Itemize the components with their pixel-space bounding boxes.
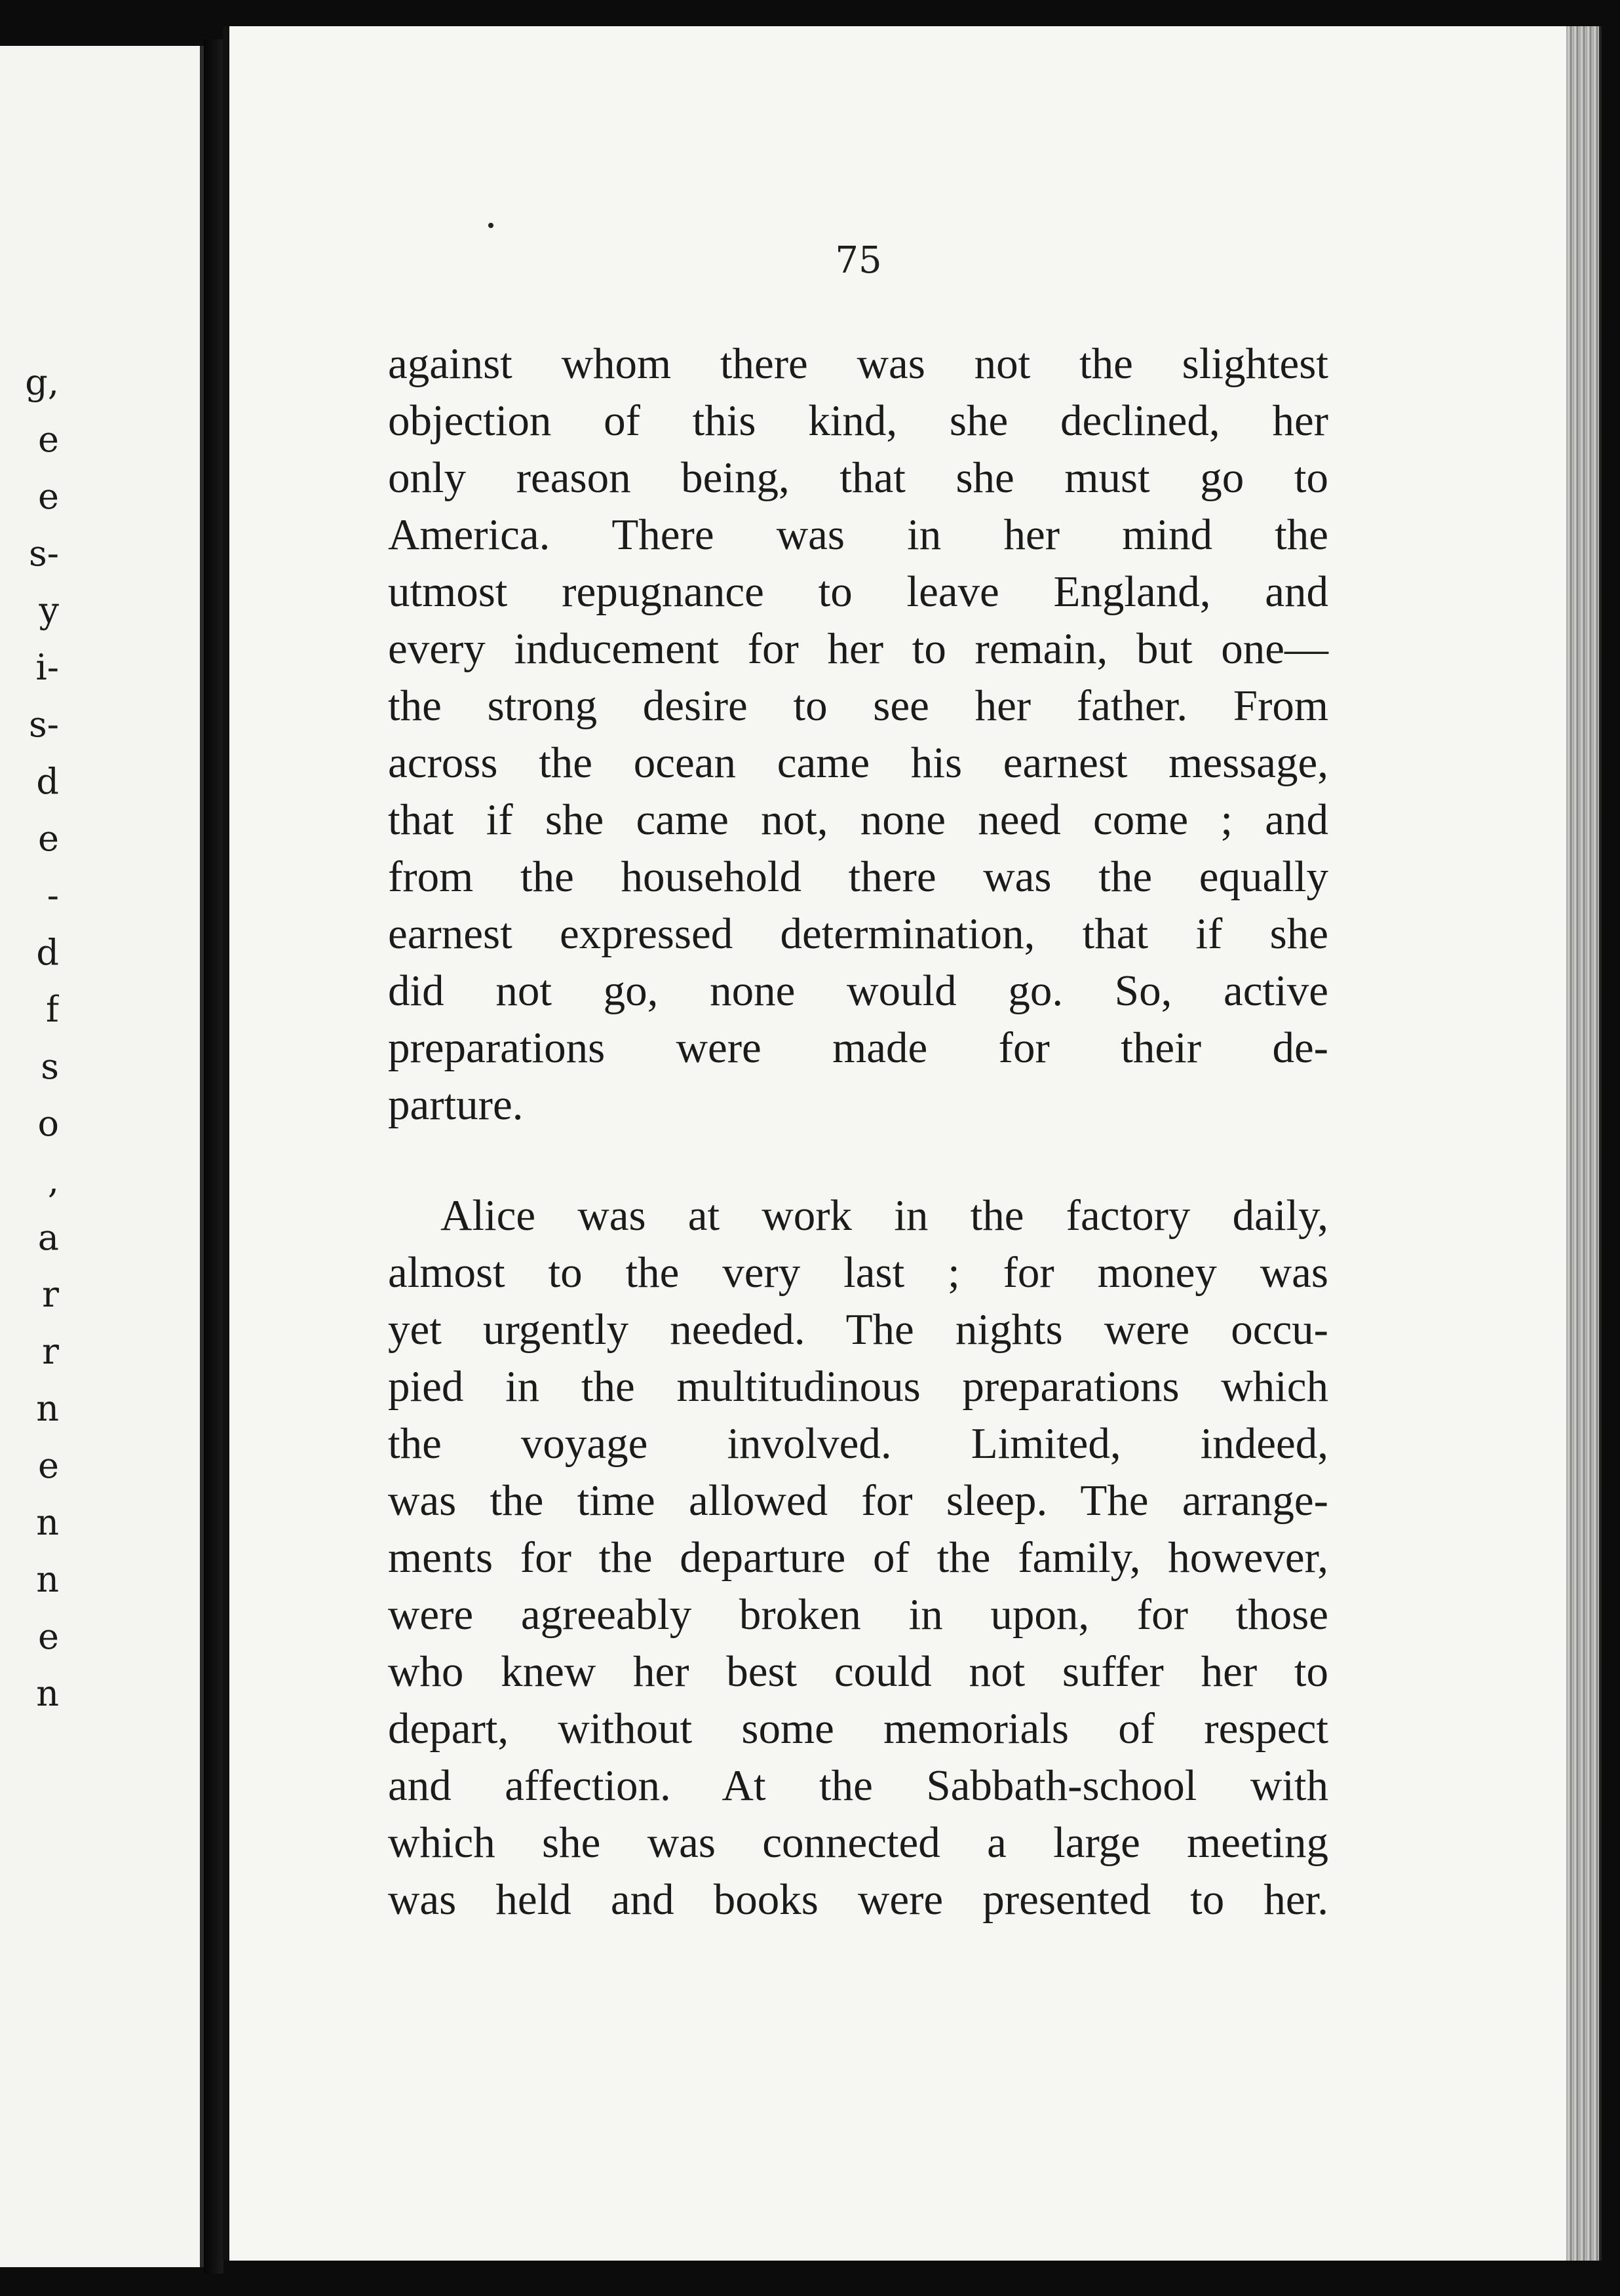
text-line: every inducement for her to remain, but one—: [388, 624, 1328, 673]
text-line: pied in the multitudinous preparations which: [388, 1362, 1328, 1411]
text-line: which she was connected a large meeting: [388, 1818, 1328, 1867]
left-fragment: n: [36, 1502, 59, 1543]
paragraph-2: [388, 1187, 1328, 1928]
text-line: the strong desire to see her father. From: [388, 681, 1328, 730]
text-line: only reason being, that she must go to: [388, 453, 1328, 502]
left-fragment: e: [38, 419, 59, 460]
text-line: Alice was at work in the factory daily,: [440, 1191, 1328, 1240]
text-line: was held and books were presented to her.: [388, 1875, 1328, 1924]
left-fragment: a: [37, 1217, 59, 1258]
left-page-edge: [0, 46, 204, 2267]
left-fragment: ,: [47, 1160, 59, 1201]
left-fragment: n: [36, 1559, 59, 1600]
text-line: earnest expressed determination, that if she: [388, 909, 1328, 958]
left-fragment: r: [42, 1274, 59, 1315]
left-fragment: e: [38, 1616, 59, 1657]
left-fragment: f: [46, 989, 59, 1030]
text-line: almost to the very last ; for money was: [388, 1248, 1328, 1297]
text-line: parture.: [388, 1081, 524, 1129]
text-line: ments for the departure of the family, however,: [388, 1533, 1328, 1582]
text-line: who knew her best could not suffer her to: [388, 1647, 1328, 1696]
text-line: that if she came not, none need come ; and: [388, 795, 1328, 844]
left-fragment: y: [39, 590, 59, 631]
paragraph-1: [388, 335, 1328, 1134]
left-fragment: e: [38, 476, 59, 517]
ink-speck: [488, 223, 493, 228]
text-line: utmost repugnance to leave England, and: [388, 567, 1328, 616]
text-line: objection of this kind, she declined, her: [388, 396, 1328, 445]
text-line: and affection. At the Sabbath-school with: [388, 1761, 1328, 1810]
left-fragment: e: [38, 1445, 59, 1486]
text-line: the voyage involved. Limited, indeed,: [388, 1419, 1328, 1468]
text-line: was the time allowed for sleep. The arrange-: [388, 1476, 1328, 1525]
left-fragment: i-: [35, 647, 59, 688]
text-line: were agreeably broken in upon, for those: [388, 1590, 1328, 1639]
left-fragment: n: [36, 1673, 59, 1714]
left-fragment: o: [37, 1103, 59, 1144]
left-fragment: s-: [29, 533, 59, 574]
page-number: 75: [835, 239, 882, 282]
text-line: against whom there was not the slightest: [388, 339, 1328, 388]
text-line: depart, without some memorials of respect: [388, 1704, 1328, 1753]
text-line: yet urgently needed. The nights were occu-: [388, 1305, 1328, 1354]
book-gutter: [204, 39, 223, 2274]
left-fragment: s: [41, 1046, 59, 1087]
text-line: from the household there was the equally: [388, 852, 1328, 901]
left-fragment: g,: [25, 362, 59, 403]
text-line: did not go, none would go. So, active: [388, 966, 1328, 1015]
left-fragment: s-: [29, 704, 59, 745]
left-fragment: n: [36, 1388, 59, 1429]
page-stack-edge: [1566, 26, 1602, 2261]
left-fragment: d: [36, 761, 59, 802]
text-line: across the ocean came his earnest message,: [388, 738, 1328, 787]
text-line: America. There was in her mind the: [388, 510, 1328, 559]
left-fragment: e: [38, 818, 59, 859]
left-fragment: d: [36, 932, 59, 973]
text-line: preparations were made for their de-: [388, 1024, 1328, 1072]
left-fragment: -: [47, 875, 59, 916]
left-page-text-fragments: [0, 354, 59, 1722]
left-fragment: r: [42, 1331, 59, 1372]
